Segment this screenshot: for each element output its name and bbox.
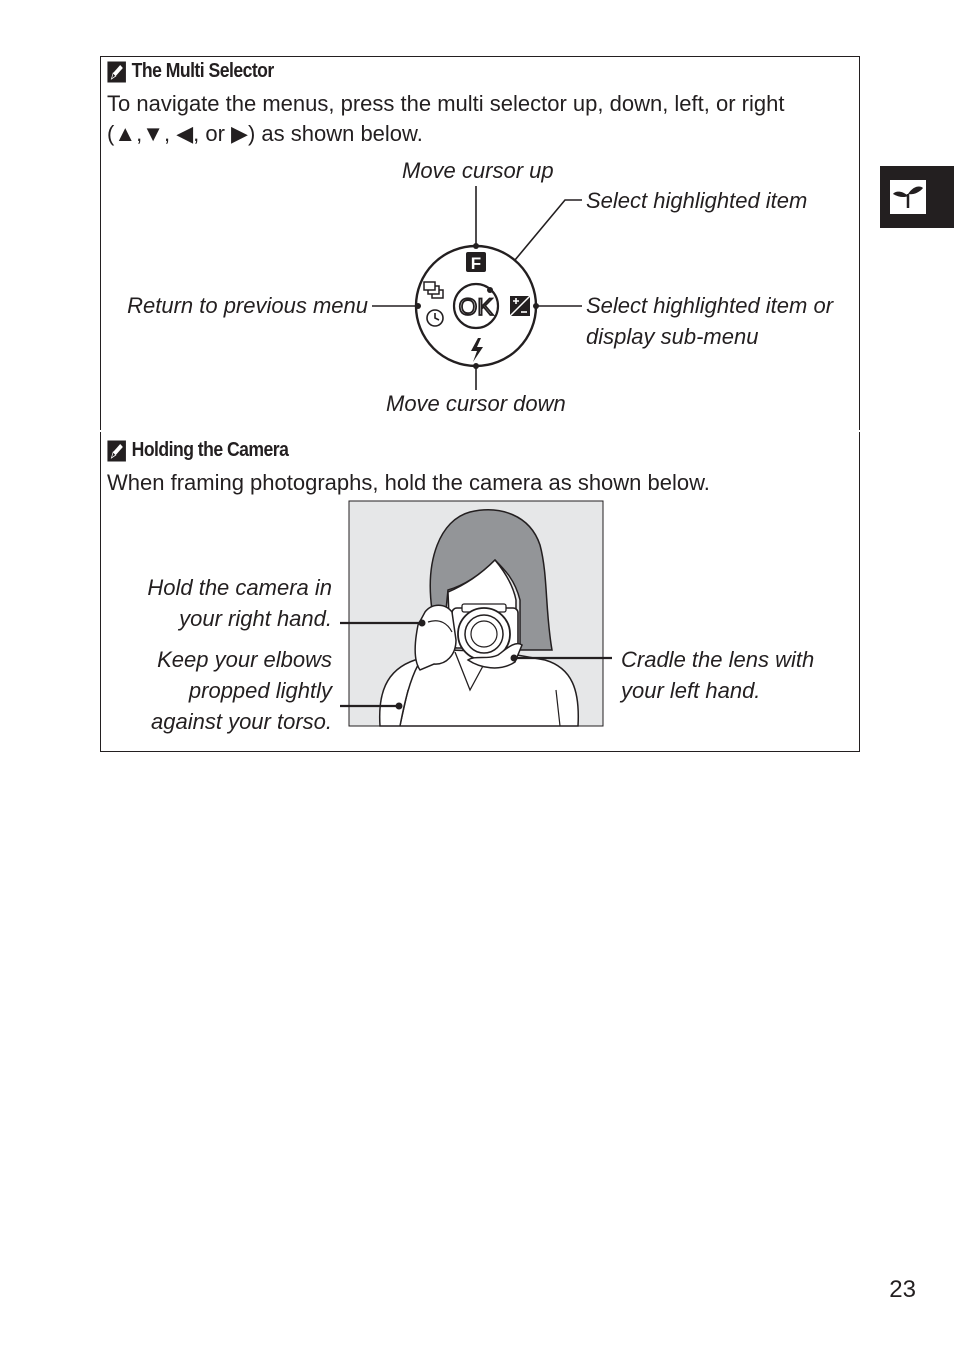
label-elbows: [110, 644, 332, 737]
section-tab[interactable]: [880, 166, 954, 228]
multi-selector-body-line-2: (▲,▼, ◀, or ▶) as shown below.: [107, 121, 423, 146]
holding-camera-heading: Holding the Camera: [131, 439, 289, 461]
label-elbows-line-2: propped lightly: [188, 678, 332, 703]
page-number: 23: [889, 1276, 916, 1303]
f-icon-label: F: [470, 254, 482, 273]
holding-camera-body: When framing photographs, hold the camera as shown below.: [107, 470, 710, 495]
multi-selector-heading: The Multi Selector: [131, 60, 274, 82]
label-return-previous-menu: Return to previous menu: [127, 293, 368, 318]
label-move-cursor-down: Move cursor down: [386, 391, 566, 416]
label-select-highlighted-item: Select highlighted item: [586, 188, 808, 213]
sprout-icon: [880, 166, 954, 228]
label-move-cursor-up: Move cursor up: [402, 158, 554, 183]
label-elbows-line-1: Keep your elbows: [157, 647, 332, 672]
label-select-or-submenu-line-2: display sub-menu: [586, 324, 759, 349]
multi-selector-body-line-1: To navigate the menus, press the multi selector up, down, left, or right: [107, 91, 785, 116]
label-right-hand-line-2: your right hand.: [179, 606, 332, 631]
label-elbows-line-3: against your torso.: [151, 709, 332, 734]
label-right-hand: [110, 572, 332, 634]
label-left-hand-line-2: your left hand.: [621, 678, 761, 703]
label-select-or-submenu-line-1: Select highlighted item or: [586, 293, 834, 318]
label-left-hand: [621, 644, 814, 706]
ok-button-label: OK: [458, 294, 494, 321]
label-right-hand-line-1: Hold the camera in: [147, 575, 332, 600]
label-left-hand-line-1: Cradle the lens with: [621, 647, 815, 672]
